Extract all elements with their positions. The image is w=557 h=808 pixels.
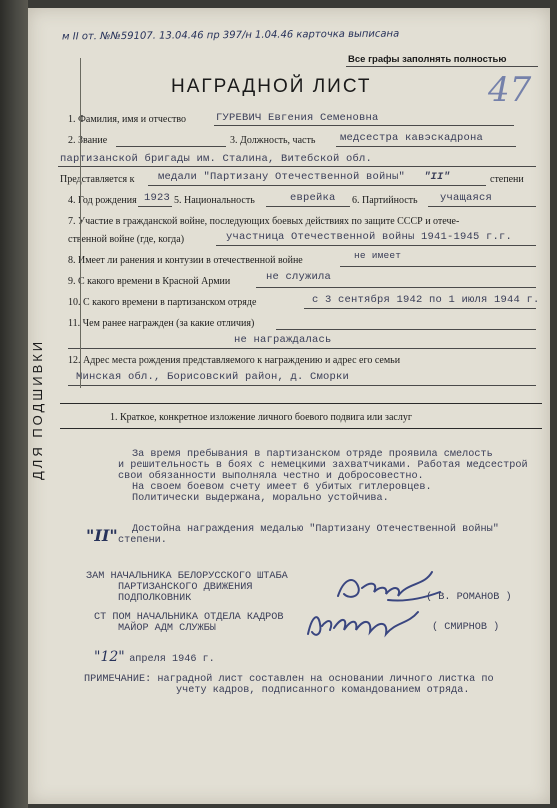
field-7-label-cont: ственной войне (где, когда)	[68, 234, 185, 245]
field-12-value: Минская обл., Борисовский район, д. Сморки	[76, 371, 350, 383]
story-line-5: Политически выдержана, морально устойчива.	[132, 493, 389, 504]
field-8-label: 8. Имеет ли ранения и контузии в отечественной войне	[68, 255, 303, 266]
field-4-label: 4. Год рождения	[68, 195, 137, 206]
field-2-label: 2. Звание	[68, 135, 108, 146]
field-10-value: с 3 сентября 1942 по 1 июля 1944 г.	[312, 294, 540, 306]
field-6-label: 6. Партийность	[352, 195, 418, 206]
date-rest: апреля 1946 г.	[129, 654, 215, 665]
field-3-value-cont: партизанской бригады им. Сталина, Витебской обл.	[60, 153, 373, 165]
story-line-3: свои обязанности выполняла честно и добросовестно.	[118, 471, 424, 482]
document-title: НАГРАДНОЙ ЛИСТ	[171, 76, 372, 97]
field-11-value: не награждалась	[234, 334, 332, 346]
field-3-value: медсестра кавэскадрона	[340, 132, 484, 144]
field-3-label: 3. Должность, часть	[230, 135, 316, 146]
presented-label: Представляется к	[60, 174, 135, 185]
field-6-value: учащаяся	[440, 192, 493, 204]
smirnov-signature-icon	[300, 598, 430, 650]
note-line-1: ПРИМЕЧАНИЕ: наградной лист составлен на основании личного листка по	[84, 674, 494, 685]
corner-page-number: 47	[488, 70, 532, 110]
field-9-label: 9. С какого времени в Красной Армии	[68, 276, 231, 287]
handwritten-header-note: м II от. №№59107. 13.04.46 пр 397/н 1.04.46 карточка выписана	[61, 28, 400, 43]
field-7-value: участница Отечественной войны 1941-1945 г.г.	[226, 231, 513, 243]
fill-all-instruction: Все графы заполнять полностью	[348, 54, 507, 65]
story-line-2: и решительность в боях с немецкими захватчиками. Работая медсестрой	[118, 460, 528, 471]
field-12-label: 12. Адрес места рождения представляемого к награждению и адрес его семьи	[68, 355, 401, 366]
date-line: "12" апреля 1946 г.	[94, 649, 215, 665]
section-title: 1. Краткое, конкретное изложение личного боевого подвига или заслуг	[110, 412, 412, 423]
margin-rule	[80, 58, 81, 388]
field-1-value: ГУРЕВИЧ Евгения Семеновна	[216, 112, 379, 124]
sig2-name: ( СМИРНОВ )	[432, 622, 500, 633]
note-line-2: учету кадров, подписанного командованием отряда.	[176, 685, 470, 696]
field-7-label: 7. Участие в гражданской войне, последующих боевых действиях по защите СССР и отече-	[68, 216, 460, 227]
story-line-4: На своем боевом счету имеет 6 убитых гитлеровцев.	[132, 482, 432, 493]
field-5-value: еврейка	[290, 192, 336, 204]
worthy-line-1: Достойна награждения медалью "Партизану Отечественной войны"	[132, 524, 499, 535]
sig2-line-2: МАЙОР АДМ СЛУЖБЫ	[118, 623, 216, 634]
sig2-line-1: СТ ПОМ НАЧАЛЬНИКА ОТДЕЛА КАДРОВ	[94, 612, 284, 623]
degree-label: степени	[490, 174, 524, 185]
field-1-label: 1. Фамилия, имя и отчество	[68, 114, 187, 125]
sig1-line-3: ПОДПОЛКОВНИК	[118, 593, 192, 604]
worthy-degree: "II"	[86, 526, 118, 545]
binding-strip	[0, 0, 28, 808]
field-5-label: 5. Национальность	[174, 195, 255, 206]
side-binding-label: ДЛЯ ПОДШИВКИ	[30, 338, 45, 480]
sig1-name: ( В. РОМАНОВ )	[426, 592, 512, 603]
date-day: 12	[100, 649, 119, 665]
worthy-line-2: степени.	[118, 535, 167, 546]
field-11-label: 11. Чем ранее награжден (за какие отличия)	[68, 318, 255, 329]
presented-degree: "II"	[424, 171, 451, 183]
field-9-value: не служила	[266, 271, 332, 283]
field-4-value: 1923	[144, 192, 171, 204]
presented-value: медали "Партизану Отечественной войны"	[158, 171, 406, 183]
sig1-line-2: ПАРТИЗАНСКОГО ДВИЖЕНИЯ	[118, 582, 253, 593]
story-line-1: За время пребывания в партизанском отряде проявила смелость	[132, 449, 493, 460]
sig1-line-1: ЗАМ НАЧАЛЬНИКА БЕЛОРУССКОГО ШТАБА	[86, 571, 288, 582]
field-10-label: 10. С какого времени в партизанском отряде	[68, 297, 257, 308]
field-8-value: не имеет	[354, 250, 402, 261]
award-sheet-page	[28, 8, 550, 804]
